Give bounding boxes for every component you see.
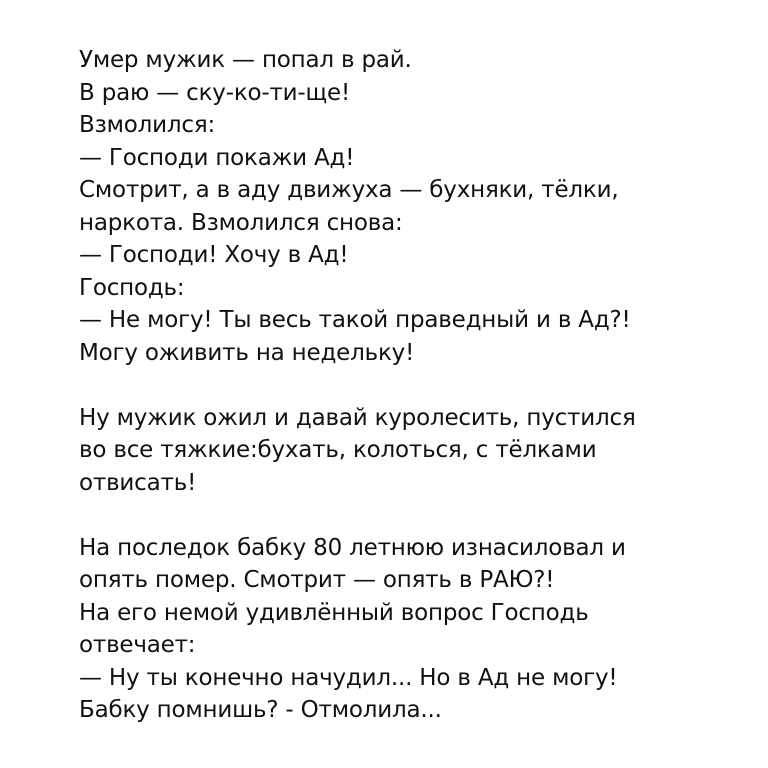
- text-line: наркота. Взмолился снова:: [79, 209, 403, 236]
- text-line: опять помер. Смотрит — опять в РАЮ?!: [79, 567, 555, 593]
- text-line: На последок бабку 80 летнюю изнасиловал и: [79, 534, 626, 561]
- text-line: На его немой удивлённый вопрос Господь: [79, 599, 589, 626]
- text-line: Бабку помнишь? - Отмолила...: [79, 697, 442, 723]
- text-line: Умер мужик — попал в рай.: [79, 47, 412, 73]
- text-line: Взмолился:: [79, 112, 216, 138]
- text-line: — Ну ты конечно начудил... Но в Ад не могу!: [79, 664, 618, 691]
- text-line: отвечает:: [79, 632, 196, 658]
- text-line: В раю — ску-ко-ти-ще!: [79, 79, 350, 106]
- text-line: во все тяжкие:бухать, колоться, с тёлками: [79, 437, 597, 463]
- text-line: отвисать!: [79, 469, 197, 496]
- paragraph-2: [79, 402, 749, 500]
- text-line: Ну мужик ожил и давай куролесить, пустился: [79, 404, 636, 431]
- text-line: Смотрит, а в аду движуха — бухняки, тёлки,: [79, 177, 619, 203]
- paragraph-gap: [79, 369, 749, 402]
- text-line: — Не могу! Ты весь такой праведный и в Ад?!: [79, 307, 631, 333]
- text-line: Могу оживить на недельку!: [79, 339, 415, 366]
- text-line: Господь:: [79, 274, 185, 301]
- text-line: — Господи! Хочу в Ад!: [79, 242, 349, 268]
- paragraph-1: [79, 44, 749, 369]
- paragraph-gap: [79, 499, 749, 532]
- text-line: — Господи покажи Ад!: [79, 144, 355, 171]
- paragraph-3: [79, 532, 749, 727]
- joke-text: [79, 44, 749, 727]
